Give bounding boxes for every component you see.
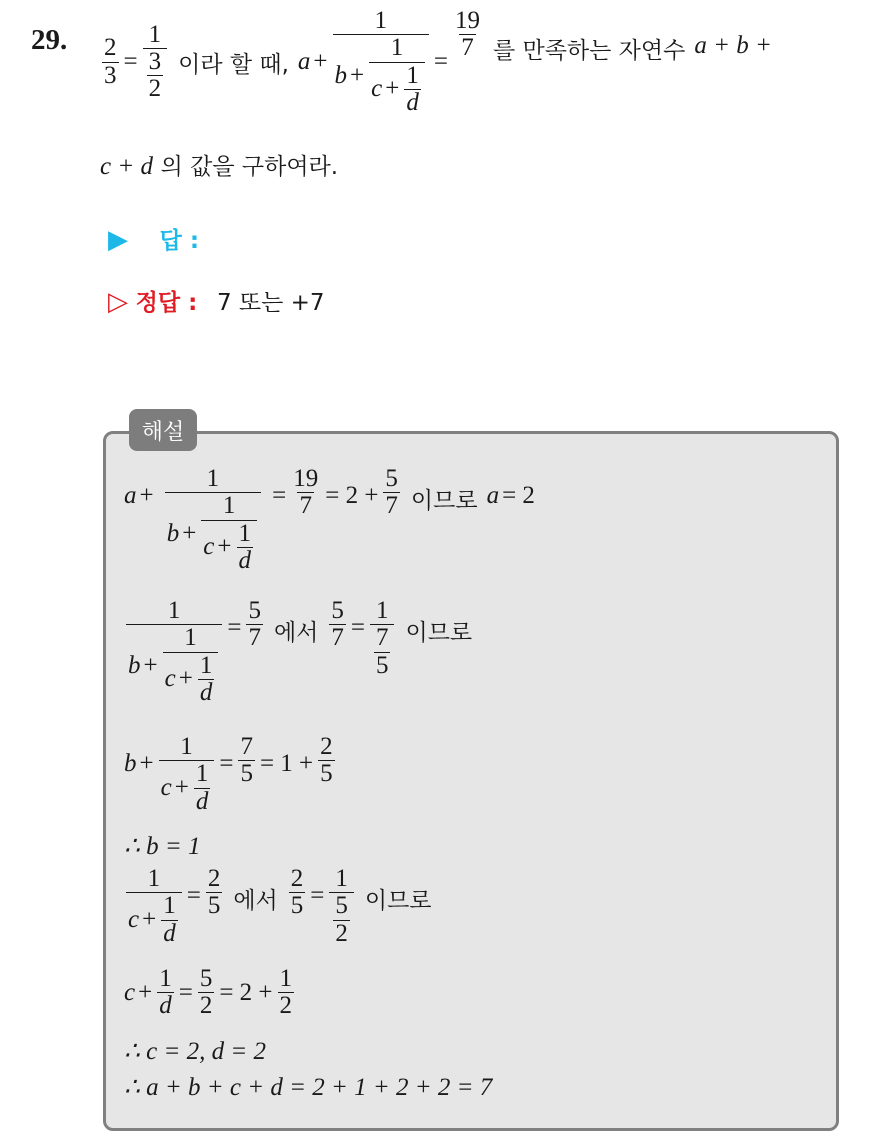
sum-vars: a + b + (694, 32, 772, 59)
explanation-step-3: b + 1 c + $\frac{1}{d}$ = $\frac{7}{5}$ = 1 + $\frac{2}{5}$ (124, 733, 333, 815)
correct-answer-label: 정답 : (135, 290, 198, 316)
condition-text: 이라 할 때, (178, 51, 289, 78)
explanation-tag: 해설 (129, 409, 197, 451)
answer-correct (108, 284, 325, 317)
question-line-2: c + d 의 값을 구하여라. (100, 153, 339, 180)
explanation-step-9: ∴ a + b + c + d = 2 + 1 + 2 + 2 = 7 (124, 1074, 493, 1101)
fraction-two-thirds: $\frac{2}{3}$ (104, 34, 117, 89)
fraction-nineteen-sevenths: $\frac{19}{7}$ (454, 7, 480, 62)
explanation-step-1: a + 1 b + 1 c + $\frac{1}{d}$ = $\frac{19}{7}$ = 2 + $\frac{5}{7}$ 이므로 a = 2 (124, 465, 535, 574)
explanation-step-8: ∴ c = 2, d = 2 (124, 1038, 266, 1065)
explanation-step-6: c + $\frac{1}{d}$ = $\frac{5}{2}$ = 2 + $\frac{1}{2}$ (124, 965, 293, 1020)
play-icon: ▶ (108, 225, 128, 255)
explanation-step-4: ∴ b = 1 (124, 833, 201, 860)
fraction-one-over-three-halves: $\frac{1}{\frac{3}{2}}$ (143, 22, 168, 103)
satisfy-text: 를 만족하는 자연수 (492, 38, 686, 64)
outline-play-icon: ▷ (108, 287, 128, 317)
continued-fraction: 1 b + 1 c + $\frac{1}{d}$ (333, 8, 429, 116)
question-number: 29. (31, 24, 68, 56)
question-line-1: $\frac{2}{3}$ = $\frac{1}{\frac{3}{2}}$ 이라 할 때, a + 1 b + 1 c + $\frac{1}{d}$ = $\frac{19}{7}$ 를 만족하는 자연수 a + b + (104, 7, 772, 116)
answer-label: 답 : (159, 228, 200, 254)
correct-answer-value: 7 또는 +7 (216, 290, 325, 316)
explanation-step-2: 1 b + 1 c + $\frac{1}{d}$ = $\frac{5}{7}$ 에서 $\frac{5}{7}$ = $\frac{1}{\frac{7}{5}}$ 이므로 (128, 597, 473, 706)
explanation-step-5: 1 c + $\frac{1}{d}$ = $\frac{2}{5}$ 에서 $\frac{2}{5}$ = $\frac{1}{\frac{5}{2}}$ 이므로 (128, 865, 432, 947)
answer-blank (108, 222, 199, 255)
